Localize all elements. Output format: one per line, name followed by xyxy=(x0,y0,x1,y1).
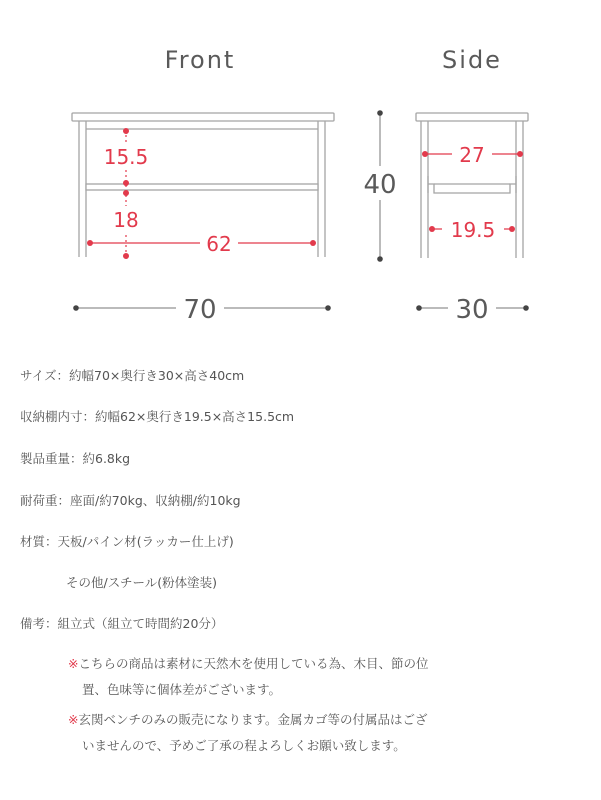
note-mark: ※ xyxy=(68,656,79,671)
dimension-diagram xyxy=(0,0,601,345)
spec-material-other: その他/スチール(粉体塗装) xyxy=(66,575,217,590)
spec-material: 材質：天板/パイン材(ラッカー仕上げ) xyxy=(20,534,234,549)
front-inner-width-dimension xyxy=(87,231,316,256)
front-shelf xyxy=(86,184,318,190)
spec-weight: 製品重量：約6.8kg xyxy=(20,451,131,466)
front-dim-15-5: 15.5 xyxy=(103,145,149,169)
front-view-title: Front xyxy=(164,46,236,74)
spec-storage: 収納棚内寸：約幅62×奥行き19.5×高さ15.5cm xyxy=(20,409,295,424)
note-line: 玄関ベンチのみの販売になります。金属カゴ等の付属品はござ xyxy=(78,712,428,727)
side-dim-27: 27 xyxy=(459,143,485,167)
side-height-dimension xyxy=(360,110,400,262)
note-line: いませんので、予めご了承の程よろしくお願い致します。 xyxy=(82,738,406,753)
note-line: 置、色味等に個体差がございます。 xyxy=(82,682,282,697)
front-dim-18: 18 xyxy=(113,208,139,232)
front-dim-70: 70 xyxy=(183,295,217,325)
note-mark: ※ xyxy=(68,712,79,727)
note-line: こちらの商品は素材に天然木を使用している為、木目、節の位 xyxy=(78,656,429,671)
side-dim-19-5: 19.5 xyxy=(450,218,496,242)
front-top-board xyxy=(72,113,334,121)
front-outer-width-dimension xyxy=(73,292,331,325)
side-dim-30: 30 xyxy=(455,295,489,325)
note-natural-wood xyxy=(68,651,601,703)
front-height-dimensions xyxy=(100,128,152,259)
spec-size: サイズ：約幅70×奥行き30×高さ40cm xyxy=(20,368,245,383)
side-inner-depth-bottom-dimension xyxy=(429,217,515,242)
side-outer-depth-dimension xyxy=(416,292,529,325)
note-bench-only xyxy=(68,707,601,759)
side-view-title: Side xyxy=(442,46,502,74)
side-dim-40: 40 xyxy=(363,170,397,200)
side-top-board xyxy=(416,113,528,121)
spec-remarks: 備考：組立式（組立て時間約20分） xyxy=(20,616,224,631)
front-dim-62: 62 xyxy=(206,232,232,256)
spec-load: 耐荷重：座面/約70kg、収納棚/約10kg xyxy=(20,493,241,508)
side-inner-depth-top-dimension xyxy=(422,142,523,167)
